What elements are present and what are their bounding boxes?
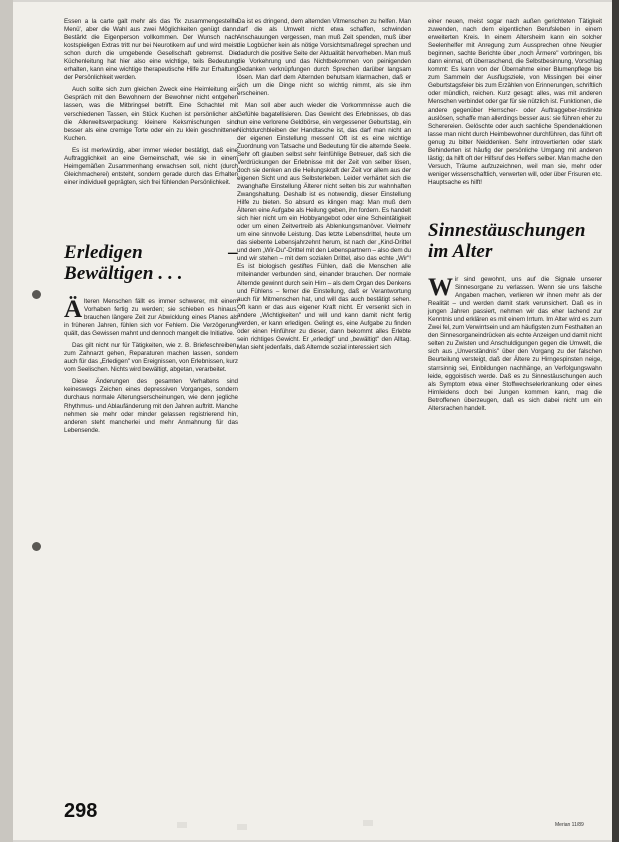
scan-right-edge	[612, 0, 619, 842]
paragraph: Das gilt nicht nur für Tätigkeiten, wie z. B. Briefeschreiben, zum Zahnarzt gehen, Reparaturen machen lassen, sondern auch für das „Erledigen" von Ereignissen, von Erlebnissen, kurz vom Seelischen. Nichts wird bewältigt, abgetan, verarbeitet.	[64, 342, 238, 374]
drop-cap: W	[428, 273, 453, 301]
paragraph-with-drop-cap	[64, 295, 238, 338]
paragraph: Man soll aber auch wieder die Vorkommnisse auch die Gefühle bagatellisieren. Das Gewicht des Erlebnisses, ob das nun eine verlorene Geldbörse, ein vergessener Geburtstag, ein Nichtdurchbleiben der Handtasche ist, das darf man nicht an der eigenen Einstellung messen! Oft ist es eine wichtige Zuordnung von Tatsache und Bedeutung für die alternde Seele. Sehr oft glauben selbst sehr feinfühlige Betreuer, daß sich die Verdrückungen der Erlebnisse mit der Zeit von selber lösen, doch sie denken an die Heilungskraft der Zeit vor allem aus der eigenen Sicht und aus Selbsterleben. Leider verhärtet sich die zwanghafte Einstellung Älterer nicht selten bis zur wahnhaften Zwangshaltung. Deshalb ist es notwendig, dieser Einstellung Hilfe zu bieten. So absurd es klingen mag: Man muß dem Älteren eine Aufgabe als Heilung geben, ihn fordern. Es handelt sich hier nicht um ein Hobbyangebot oder eine Scheintätigkeit oder um einen Zeitvertreib als Ablenkungsmanöver. Vielmehr um eine sinnvolle Leistung. Das letzte Lebensdrittel, heute um das siebente Lebensjahrzehnt herum, ist nach der „Kind-Drittel und dem „Wir-Du"-Drittel mit den Lebenspartnern – also dem du und wir stehen – mit dem sozialen Drittel, also das echte „Wir"! Es ist biologisch gestiftes Fühlen, daß die Menschen alle miteinander verbunden sind, einander brauchen. Der normale Alternde gewinnt durch sein Hirn – als dem Organ des Denkens und Fühlens – ferner die Einstellung, daß er Verantwortung auch für Mitmenschen hat, und will das auch bestätigt sehen. Oft kann er das aus eigener Kraft nicht. Er versenkt sich in andere „Wichtigkeiten" und will und kann damit nicht fertig werden, er kann erledigen. Gelingt es, eine Aufgabe zu finden oder einen Hinführer zu dieser, dann bekommt alles Erlebte sein richtiges Gewicht. Er „erledigt" und „bewältigt" den Alltag. Man sieht jedenfalls, daß Alternde sozial interessiert sich	[237, 102, 411, 351]
smudge	[177, 822, 187, 828]
paragraph: Essen a la carte galt mehr als das 'fix zusammengestellte Menü', aber die Wahl aus zwei Möglichkeiten genügt dann. Bestärkt die Eigenperson vollkommen. Der Wunsch nach kostspieligen Extras tritt nur bei Neurotikern auf und wird meist schon durch die umgebende Gesellschaft gebremst. Die Küchenleitung hat hier also eine wichtige, teils Bedeutung erhalten, kann eine wichtige therapeutische Hilfe zur Erhaltung der Persönlichkeit werden.	[64, 18, 238, 82]
section-heading-sinnestaeuschungen: Sinnestäuschungen im Alter	[428, 219, 586, 262]
smudge	[363, 820, 373, 826]
paragraph-text: lteren Menschen fällt es immer schwerer, mit einem Vorhaben fertig zu werden; sie schieben es hinaus, brauchen längere Zeit zur Abwicklung eines Planes als in früheren Jahren, fühlen sich vor Fehlern. Die Verzögerung quält, das Gewissen mahnt und dennoch mangelt die Initiative.	[64, 297, 238, 338]
page-number: 298	[64, 800, 98, 822]
paragraph: Da ist es dringend, dem alternden Vitmenschen zu helfen. Man darf die als Umwelt nicht etwa schaffen, schwinden Anschauungen vergessen, man muß Zeit spenden, muß über die Logbücher kein als nötige Vorsichtsmaßregel sprechen und dadurch die positive Seite der Aktualität hervorheben. Man muß die Vorkehrung und das Nichtbekommen von peinigenden Gedanken verknüpfungen durch Sprechen darüber langsam lösen. Man darf dem Alternden behutsam klarmachen, daß er sich um die Dinge nicht so wichtig nimmt, als sie ihm erscheinen.	[237, 18, 411, 98]
scan-left-margin	[0, 0, 13, 842]
section-heading-erledigen: Erledigen – Bewältigen . . .	[64, 241, 238, 284]
binder-hole	[32, 542, 41, 551]
smudge	[237, 824, 247, 830]
paragraph: Diese Änderungen des gesamten Verhaltens sind keineswegs Zeichen eines depressiven Vorganges, sondern durchaus normale Alterungserscheinungen, wie denn jegliche Rhythmus- und Ablaufänderung mit den Jahren auftritt. Manche nehmen sie mehr oder minder gelassen registrierend hin, anderen steht mancherlei und mehr Anmahnung für das Lebensende.	[64, 378, 238, 434]
spacer	[428, 191, 602, 212]
paragraph: einer neuen, meist sogar nach außen gerichteten Tätigkeit zuwenden, nach dem eigentlichen Berufsleben in einem erweiterten Kreis. In einem Altersheim kann ein solcher Seelenhelfer mit Anregung zum Aussprechen ohne Neugier beginnen, sachte Berichte über „noch Ärmere" vorbringen, bis dann einmal, oft überraschend, die Selbstbesinnung, Vorschlag kommt: Es kann von der Übernahme einer Blumenpflege bis zum Sammeln der Ausflugsziele, von Missingen bei einer Geburtstagsfeier bis zum Erzählen von Erinnerungen, schriftlich oder mündlich, reichen. Kurz gesagt: alles, was mit anderen Menschen verbindet oder gar für sie nützlich ist. Funktionen, die andere gegenüber Herrscher- oder Auftraggeber-Instinkte auslösen, schaffe man allerdings besser aus: sie führen eher zu Scherereien. Gelöschte oder auch sachliche Spendenaktionen lasse man nicht durch Heimbewohner durchführen, das führt oft genug zu bitter Neiddenken. Sehr introvertierten oder stark Behinderten ist häufig der persönliche Umgang mit anderen lästig; da hilft oft der Hilfsruf des Helfers selber. Man mache den Versuch, Träume aufzuzeichnen, weil man sie, mehr oder weniger wissenschaftlich, verwerten will, oder über Frisuren etc. Hauptsache es hilft!	[428, 18, 602, 186]
paragraph: Auch sollte sich zum gleichen Zweck eine Heimleitung ein Gespräch mit den Bewohnern der Bewohner nicht entgehen lassen, was die Mitbringsel betrifft. Eine Schachtel mit verschiedenen Tassen, ein Stück Kuchen ist persönlicher als die Allerweltsverpackung: kleinere Keksmischungen sind besser als eine cremige Torte oder ein zu klein geschnittener Kuchen.	[64, 86, 238, 142]
paragraph-with-drop-cap	[428, 273, 602, 413]
middle-column	[237, 18, 411, 356]
footer-issue: Merian 11/89	[555, 822, 584, 828]
paragraph-text: ir sind gewohnt, uns auf die Signale unserer Sinnesorgane zu verlassen. Wenn sie uns falsche Angaben machen, verlieren wir ihnen mehr als der Realität – und werden damit stark verunsichert. Daß es in jungen Jahren passiert, nehmen wir das eher lachend zur Kenntnis und erklären es mit einem Irrtum. Im Alter wird es zum Zwei fel, zum Verwirrtsein und am häufigsten zum Festhalten an den Sinnesorganeindrücken als echte Anzeigen und damit nicht selten zu Zwisten und Anschuldigungen gegen die Umwelt, die sich aus „Unverständnis" über den Vorgang zu der falschen Beurteilung versteigt, daß der Ältere zu Hirngespinsten neige, starrsinnig sei, Einbildungen nachhänge, an Verfolgungswahn leide, eggoistisch werde. Daß es zu Sinnestäuschungen auch als Symptom etwa einer Stoffwechselerkrankung oder eines Hirnleidens doch bei Jungen kommen kann, mag die Betroffenen überzeugen, daß es sich dabei nicht um ein Altersrachen handelt.	[428, 275, 602, 412]
paragraph: Es ist merkwürdig, aber immer wieder bestätigt, daß eine Auftragglichkeit an eine Gemeinschaft, wie sie in einem Heimgemäßen Zusammenhang erwachsen soll, nicht (durch Gleichmacherei) entsteht, sondern gerade durch das Erhalten einer individuell geprägten, sich frei fühlenden Persönlichkeit.	[64, 146, 238, 186]
right-column	[428, 18, 602, 417]
spacer	[64, 191, 238, 234]
binder-hole	[32, 290, 41, 299]
left-column	[64, 18, 238, 439]
drop-cap: Ä	[64, 295, 83, 323]
